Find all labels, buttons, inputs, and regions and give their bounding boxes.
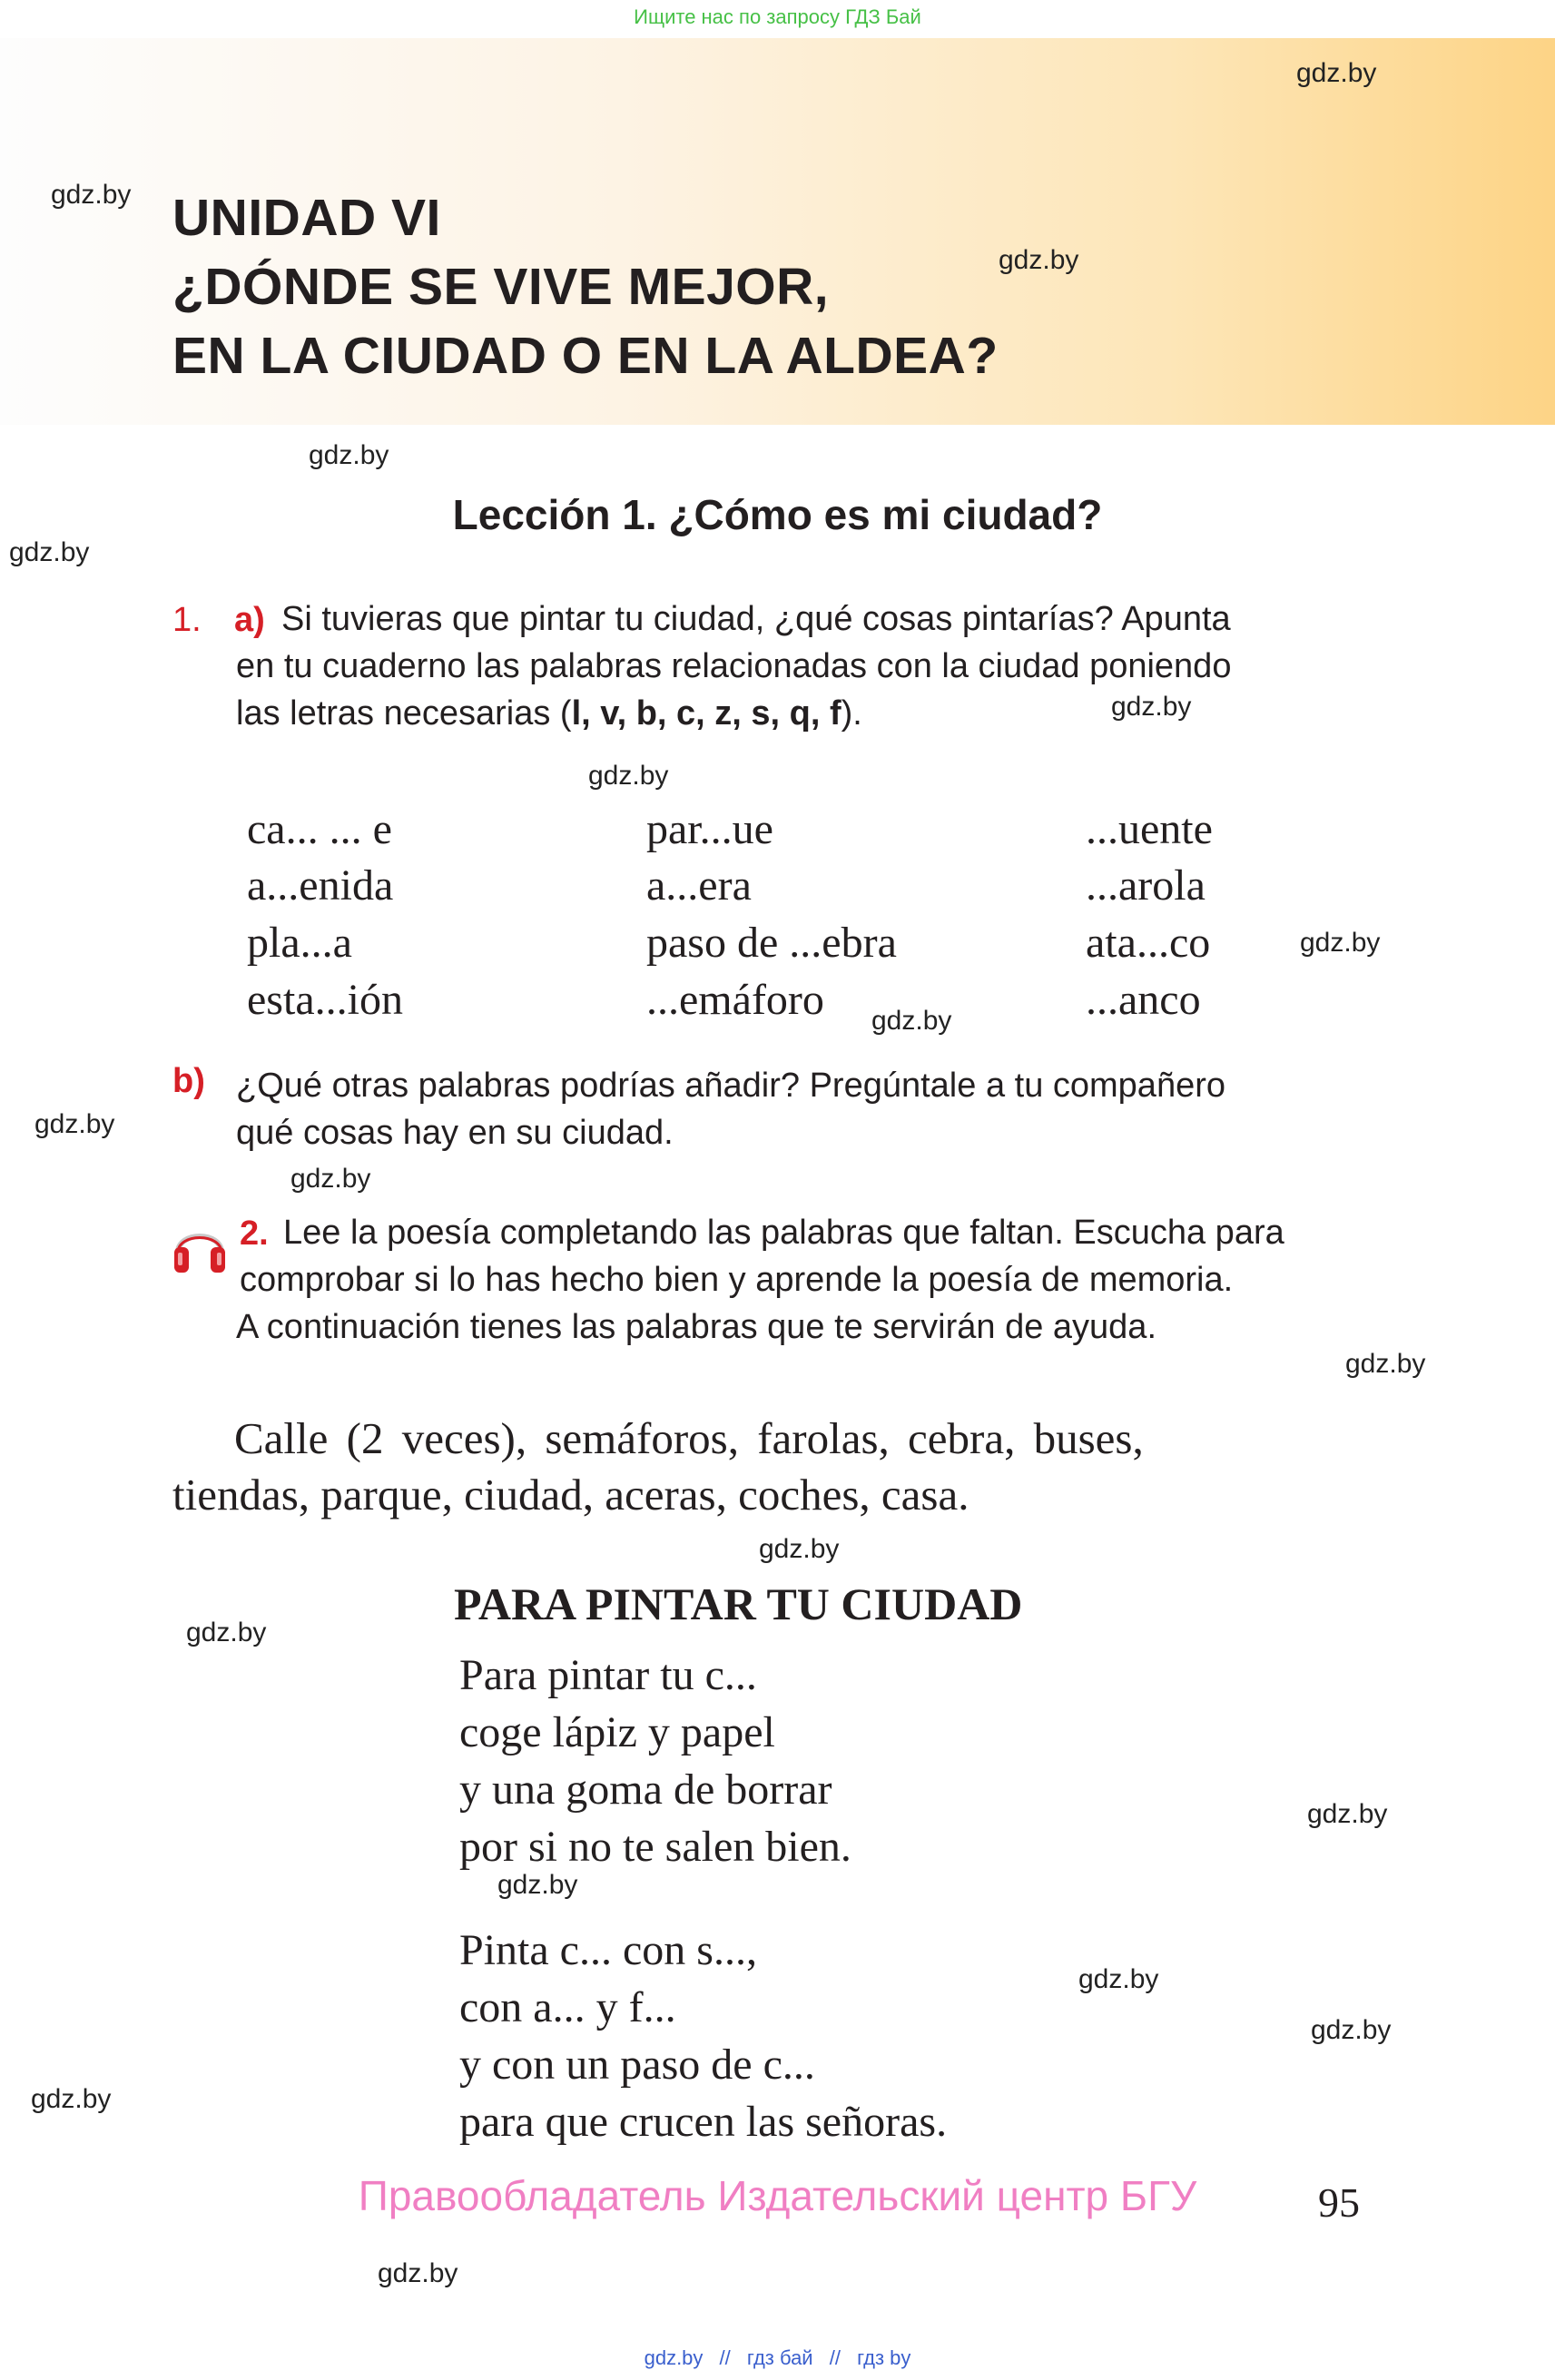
lesson-title: Lección 1. ¿Cómo es mi ciudad?: [452, 491, 1103, 538]
poem-title: PARA PINTAR TU CIUDAD: [454, 1578, 1023, 1629]
exercise-2-number: 2.: [240, 1215, 269, 1253]
poem-stanza-1: [459, 1647, 851, 1875]
watermark: gdz.by: [1311, 2015, 1392, 2045]
watermark: gdz.by: [51, 180, 132, 210]
exercise-2-line-3: A continuación tienes las palabras que te servirán de ayuda.: [236, 1308, 1156, 1346]
watermark: gdz.by: [31, 2084, 112, 2114]
word-item: a...enida: [247, 861, 394, 910]
footer-link-gdz-bai[interactable]: гдз бай: [746, 2346, 813, 2369]
exercise-1a-line-3-post: ).: [841, 694, 862, 733]
exercise-1a-letters: l, v, b, c, z, s, q, f: [571, 694, 841, 733]
word-item: ata...co: [1086, 919, 1211, 967]
word-item: ...uente: [1086, 805, 1213, 853]
page-number: 95: [1318, 2179, 1360, 2226]
bottom-links: [0, 2346, 1555, 2370]
exercise-1b-line-2: qué cosas hay en su ciudad.: [236, 1114, 674, 1152]
help-words-line-2: tiendas, parque, ciudad, aceras, coches, casa.: [172, 1470, 969, 1519]
poem-line: coge lápiz y papel: [459, 1708, 775, 1756]
exercise-1a-line-2: en tu cuaderno las palabras relacionadas con la ciudad poniendo: [236, 647, 1232, 685]
exercise-1-number: 1.: [172, 601, 202, 639]
watermark: gdz.by: [378, 2258, 458, 2288]
poem-line: Para pintar tu c...: [459, 1651, 757, 1699]
unit-title: [172, 183, 999, 390]
help-words-line-1: Calle (2 veces), semáforos, farolas, cebra, buses,: [234, 1413, 1144, 1463]
word-item: a...era: [646, 861, 752, 910]
footer-link-gdz-by-cyr[interactable]: гдз by: [857, 2346, 911, 2369]
headphones-icon[interactable]: [171, 1220, 229, 1276]
unit-title-line-1: UNIDAD VI: [172, 189, 441, 247]
watermark: gdz.by: [871, 1006, 952, 1036]
word-item: ca... ... e: [247, 805, 392, 853]
exercise-1b-label: b): [172, 1062, 205, 1100]
watermark: gdz.by: [309, 440, 389, 470]
watermark: gdz.by: [290, 1164, 371, 1194]
word-item: esta...ión: [247, 976, 403, 1024]
footer-separator: //: [829, 2346, 841, 2369]
copyright-notice: Правообладатель Издательский центр БГУ: [358, 2172, 1197, 2219]
poem-line: por si no te salen bien.: [459, 1823, 851, 1871]
exercise-2-line-2: comprobar si lo has hecho bien y aprende la poesía de memoria.: [240, 1261, 1234, 1299]
exercise-2-line-1: Lee la poesía completando las palabras que faltan. Escucha para: [283, 1214, 1284, 1252]
watermark: gdz.by: [759, 1534, 840, 1564]
poem-line: para que crucen las señoras.: [459, 2098, 948, 2146]
unit-title-line-2: ¿DÓNDE SE VIVE MEJOR,: [172, 258, 830, 316]
watermark: gdz.by: [186, 1618, 267, 1647]
watermark: gdz.by: [999, 245, 1079, 275]
exercise-1b-line-1: ¿Qué otras palabras podrías añadir? Pregúntale a tu compañero: [236, 1067, 1225, 1105]
exercise-1a-line-3: [236, 690, 862, 737]
unit-title-line-3: EN LA CIUDAD O EN LA ALDEA?: [172, 327, 999, 385]
watermark: gdz.by: [1307, 1799, 1388, 1829]
exercise-1a-label: a): [234, 601, 265, 639]
footer-separator: //: [719, 2346, 731, 2369]
poem-line: y una goma de borrar: [459, 1765, 832, 1814]
word-item: ...emáforo: [646, 976, 824, 1024]
word-item: paso de ...ebra: [646, 919, 897, 967]
poem-line: Pinta c... con s...,: [459, 1926, 757, 1974]
exercise-1a-line-3-pre: las letras necesarias (: [236, 694, 572, 733]
watermark: gdz.by: [497, 1870, 578, 1900]
watermark: gdz.by: [1300, 928, 1381, 958]
watermark: gdz.by: [588, 761, 669, 791]
footer-link-gdz-by[interactable]: gdz.by: [644, 2346, 704, 2369]
site-header-text[interactable]: Ищите нас по запросу ГДЗ Бай: [634, 5, 921, 28]
watermark: gdz.by: [1296, 58, 1377, 88]
watermark: gdz.by: [34, 1109, 115, 1139]
watermark: gdz.by: [1078, 1964, 1159, 1994]
watermark: gdz.by: [1111, 692, 1192, 722]
watermark: gdz.by: [9, 537, 90, 567]
word-item: par...ue: [646, 805, 773, 853]
word-item: pla...a: [247, 919, 352, 967]
word-item: ...anco: [1086, 976, 1201, 1024]
poem-line: con a... y f...: [459, 1983, 676, 2031]
exercise-1a-line-1: Si tuvieras que pintar tu ciudad, ¿qué cosas pintarías? Apunta: [281, 600, 1231, 638]
poem-stanza-2: [459, 1922, 947, 2150]
watermark: gdz.by: [1345, 1349, 1426, 1379]
word-item: ...arola: [1086, 861, 1206, 910]
poem-line: y con un paso de c...: [459, 2041, 815, 2089]
